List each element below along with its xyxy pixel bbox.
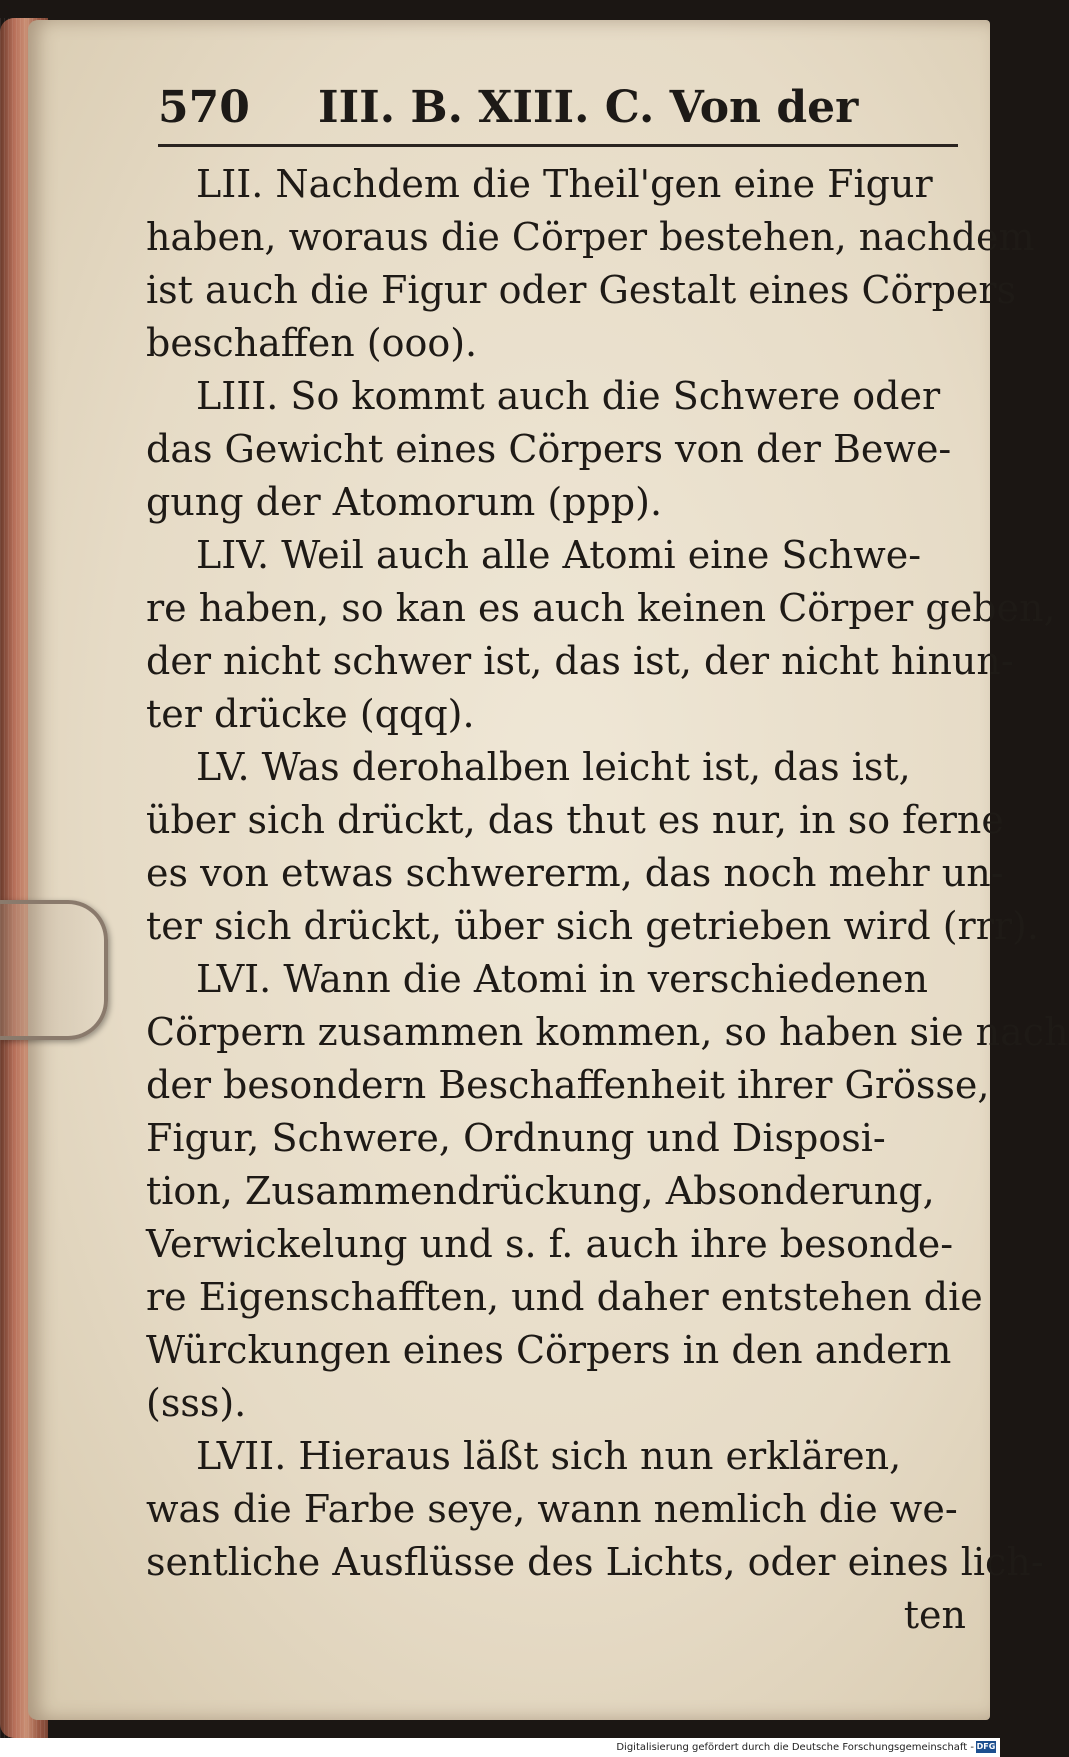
text-line: LV. Was derohalben leicht ist, das ist, <box>196 745 911 789</box>
text-line: gung der Atomorum (ppp). <box>146 480 663 524</box>
text-line: LIV. Weil auch alle Atomi eine Schwe- <box>196 533 922 577</box>
page-text <box>146 158 1069 1642</box>
text-line: ist auch die Figur oder Gestalt eines Cörpers <box>146 268 1017 312</box>
text-line: ter drücke (qqq). <box>146 692 475 736</box>
page-number: 570 <box>158 82 250 133</box>
text-line: LIII. So kommt auch die Schwere oder <box>196 374 941 418</box>
text-line: es von etwas schwererm, das noch mehr un- <box>146 851 1004 895</box>
text-line: LII. Nachdem die Theil'gen eine Figur <box>196 162 933 206</box>
text-line: re haben, so kan es auch keinen Cörper geben, <box>146 586 1056 630</box>
running-title: III. B. XIII. C. Von der <box>318 82 859 133</box>
text-line: (sss). <box>146 1381 247 1425</box>
text-line: Würckungen eines Cörpers in den andern <box>146 1328 952 1372</box>
page-clip <box>0 900 108 1040</box>
text-line: re Eigenschafften, und daher entstehen die <box>146 1275 983 1319</box>
text-line: Verwickelung und s. f. auch ihre besonde- <box>146 1222 954 1266</box>
text-line: Cörpern zusammen kommen, so haben sie nach <box>146 1010 1069 1054</box>
text-line: das Gewicht eines Cörpers von der Bewe- <box>146 427 952 471</box>
header-rule <box>158 144 958 147</box>
text-line: der nicht schwer ist, das ist, der nicht hinun- <box>146 639 1014 683</box>
page-header <box>158 82 958 142</box>
text-line: sentliche Ausflüsse des Lichts, oder eines lich- <box>146 1540 1044 1584</box>
text-line: was die Farbe seye, wann nemlich die we- <box>146 1487 958 1531</box>
digitization-credit: Digitalisierung gefördert durch die Deutsche Forschungsgemeinschaft - <box>616 1742 974 1753</box>
text-line: LVII. Hieraus läßt sich nun erklären, <box>196 1434 902 1478</box>
text-line: tion, Zusammendrückung, Absonderung, <box>146 1169 935 1213</box>
text-line: Figur, Schwere, Ordnung und Disposi- <box>146 1116 886 1160</box>
text-line: haben, woraus die Cörper bestehen, nachdem <box>146 215 1035 259</box>
text-line: über sich drückt, das thut es nur, in so ferne <box>146 798 1004 842</box>
dfg-logo: DFG <box>976 1742 996 1751</box>
text-line: beschaffen (ooo). <box>146 321 478 365</box>
text-line: der besondern Beschaffenheit ihrer Grösse, <box>146 1063 990 1107</box>
text-line: ten <box>903 1593 966 1637</box>
text-line: LVI. Wann die Atomi in verschiedenen <box>196 957 928 1001</box>
text-line: ter sich drückt, über sich getrieben wird (rrr). <box>146 904 1039 948</box>
